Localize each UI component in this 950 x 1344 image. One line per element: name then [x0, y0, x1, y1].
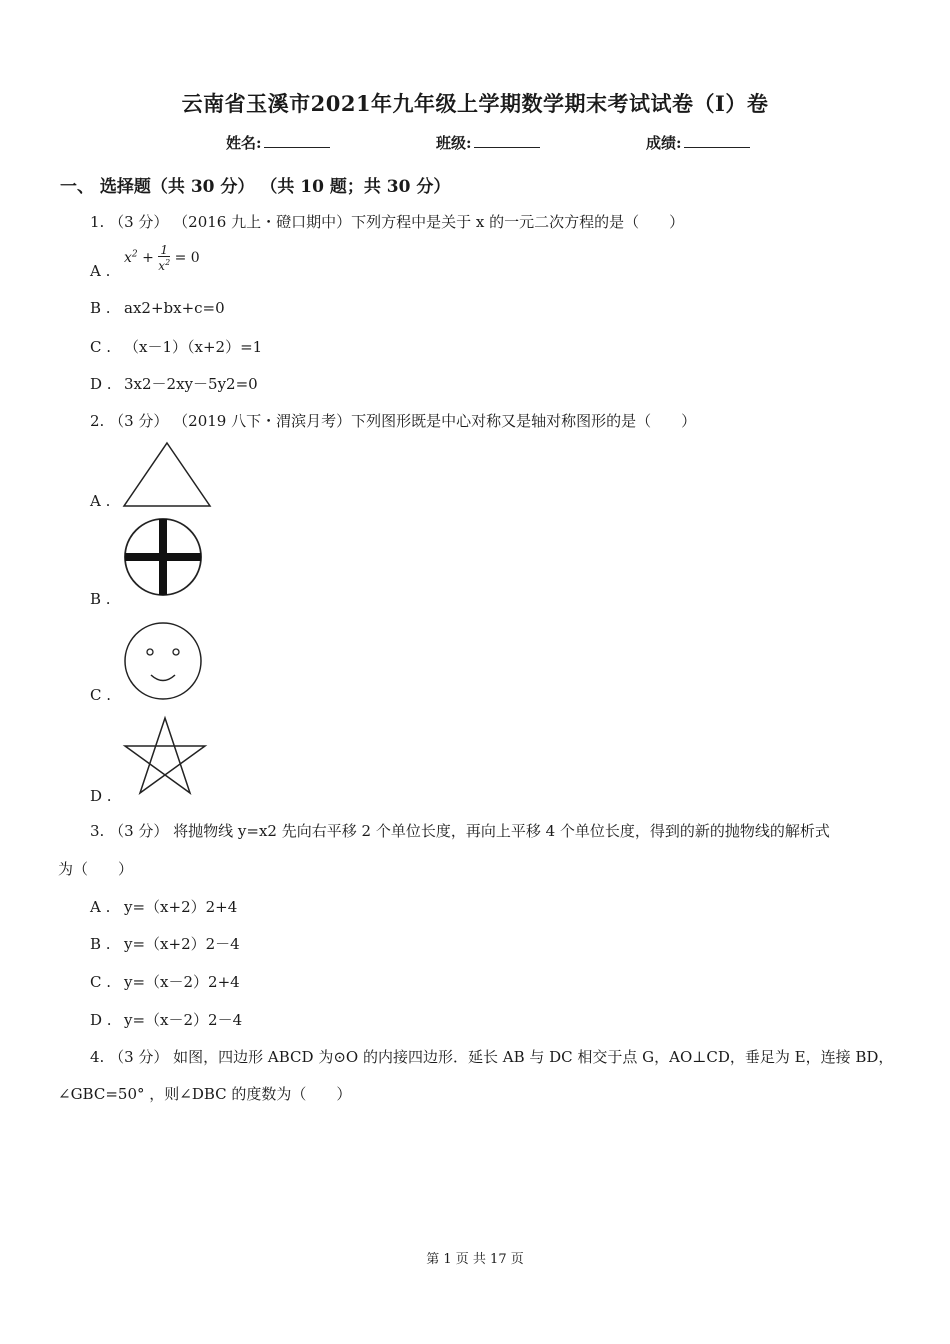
q1-a-eq: = 0: [174, 250, 200, 266]
q1-a-fraction: [158, 244, 170, 272]
q3-c-label: C .: [90, 973, 112, 991]
q1-a-formula: [124, 244, 200, 272]
score-field: [646, 132, 750, 153]
q4-stem-line2: ∠GBC=50° ，则∠DBC 的度数为（ ）: [58, 1085, 352, 1103]
q1-a-frac-num: 1: [158, 244, 170, 257]
smiley-figure: [122, 620, 206, 704]
q4-stem-line1: 4. （3 分） 如图，四边形 ABCD 为⊙O 的内接四边形．延长 AB 与 DC 相交于点 G，AO⊥CD，垂足为 E，连接 BD，: [90, 1048, 894, 1066]
q1-b-text: ax2+bx+c=0: [124, 299, 225, 317]
score-label: 成绩:: [646, 134, 682, 152]
q1-d-text: 3x2－2xy－5y2=0: [124, 375, 258, 393]
q2-b-label: B .: [90, 590, 111, 608]
score-blank: [684, 133, 750, 148]
q1-a-label: A .: [90, 262, 111, 280]
q1-d-label: D .: [90, 375, 112, 393]
q1-c-label: C .: [90, 338, 112, 356]
q3-b-label: B .: [90, 935, 111, 953]
q2-c-label: C .: [90, 686, 112, 704]
class-blank: [474, 133, 540, 148]
q2-a-label: A .: [90, 492, 111, 510]
section-heading: 一、 选择题（共 30 分） （共 10 题；共 30 分）: [60, 177, 451, 197]
q1-a-sup: 2: [131, 249, 138, 260]
class-label: 班级:: [436, 134, 472, 152]
q1-c-text: （x－1）（x+2）=1: [124, 338, 263, 356]
q3-a-text: y=（x+2）2+4: [124, 898, 238, 916]
q3-d-text: y=（x－2）2－4: [124, 1011, 243, 1029]
q3-option-a: [90, 896, 237, 917]
q2-d-label: D .: [90, 787, 112, 805]
q1-stem: 1. （3 分） （2016 九上・磴口期中）下列方程中是关于 x 的一元二次方程的是（ ）: [90, 213, 685, 231]
name-blank: [264, 133, 330, 148]
class-field: [436, 132, 540, 153]
q2-stem: 2. （3 分） （2019 八下・渭滨月考）下列图形既是中心对称又是轴对称图形的是（ ）: [90, 412, 697, 430]
page-footer: 第 1 页 共 17 页: [426, 1252, 524, 1267]
triangle-figure: [120, 440, 214, 510]
q1-option-b: [90, 299, 225, 317]
q1-a-frac-den: $x^2$: [158, 258, 171, 273]
q3-stem-line1: 3. （3 分） 将抛物线 y=x2 先向右平移 2 个单位长度，再向上平移 4 个单位长度，得到的新的抛物线的解析式: [90, 822, 830, 840]
exam-title: 云南省玉溪市2021年九年级上学期数学期末考试试卷（I）卷: [181, 91, 769, 116]
circle-cross-figure: [122, 516, 206, 600]
q3-a-label: A .: [90, 898, 111, 916]
q3-d-label: D .: [90, 1011, 112, 1029]
q3-option-c: [90, 971, 240, 992]
star-figure: [120, 714, 210, 798]
name-label: 姓名:: [226, 134, 262, 152]
q1-option-c: [90, 336, 262, 357]
q3-b-text: y=（x+2）2－4: [124, 935, 240, 953]
q1-option-d: [90, 373, 258, 394]
q3-option-b: [90, 933, 240, 954]
name-field: [226, 132, 330, 153]
q1-b-label: B .: [90, 299, 111, 317]
q1-a-x: x: [124, 250, 132, 266]
q1-a-plus: +: [142, 250, 154, 266]
q3-c-text: y=（x－2）2+4: [124, 973, 240, 991]
q3-stem-line2: 为（ ）: [58, 860, 134, 878]
q3-option-d: [90, 1009, 242, 1030]
